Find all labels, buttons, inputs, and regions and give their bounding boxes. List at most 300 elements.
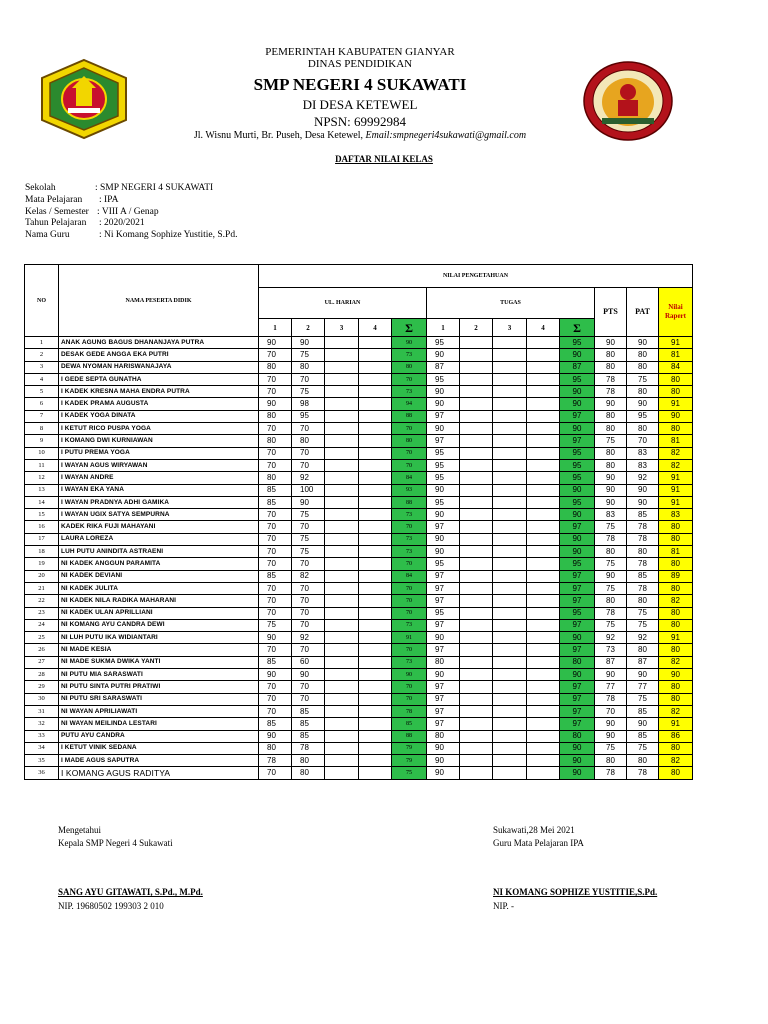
daily-test-3	[325, 693, 359, 705]
government-heading: PEMERINTAH KABUPATEN GIANYAR	[265, 46, 455, 58]
daily-test-3	[325, 718, 359, 730]
daily-test-1: 90	[259, 669, 292, 681]
assignment-sum: 97	[560, 582, 595, 594]
table-row	[25, 644, 693, 656]
pts-score: 75	[595, 521, 627, 533]
assignment-1: 90	[427, 484, 460, 496]
daily-test-3	[325, 558, 359, 570]
daily-test-sum: 70	[392, 423, 427, 435]
daily-test-1: 70	[259, 681, 292, 693]
daily-test-2: 80	[292, 435, 325, 447]
student-name: NI WAYAN APRILIAWATI	[59, 705, 259, 717]
header-col-1: 1	[259, 319, 292, 337]
daily-test-sum: 73	[392, 386, 427, 398]
student-name: LUH PUTU ANINDITA ASTRAENI	[59, 546, 259, 558]
document-title: DAFTAR NILAI KELAS	[335, 154, 433, 164]
daily-test-1: 90	[259, 337, 292, 349]
daily-test-2: 100	[292, 484, 325, 496]
daily-test-sum: 73	[392, 533, 427, 545]
student-name: I KOMANG AGUS RADITYA	[59, 767, 259, 779]
daily-test-3	[325, 730, 359, 742]
assignment-3	[493, 632, 527, 644]
report-grade: 80	[659, 693, 693, 705]
daily-test-2: 75	[292, 546, 325, 558]
pat-score: 85	[627, 570, 659, 582]
report-grade: 80	[659, 533, 693, 545]
assignment-2	[460, 619, 493, 631]
daily-test-2: 70	[292, 423, 325, 435]
pat-score: 83	[627, 447, 659, 459]
report-grade: 84	[659, 361, 693, 373]
assignment-4	[527, 558, 560, 570]
report-grade: 80	[659, 742, 693, 754]
assignment-sum: 95	[560, 459, 595, 471]
assignment-sum: 90	[560, 767, 595, 779]
info-label: Sekolah	[25, 183, 56, 193]
student-name: NI PUTU SRI SARASWATI	[59, 693, 259, 705]
pts-score: 90	[595, 669, 627, 681]
table-row	[25, 533, 693, 545]
assignment-4	[527, 644, 560, 656]
daily-test-sum: 78	[392, 705, 427, 717]
row-number: 31	[25, 705, 59, 717]
report-grade: 80	[659, 644, 693, 656]
daily-test-4	[359, 669, 392, 681]
daily-test-4	[359, 533, 392, 545]
daily-test-4	[359, 521, 392, 533]
student-name: I KADEK KRESNA MAHA ENDRA PUTRA	[59, 386, 259, 398]
assignment-2	[460, 373, 493, 385]
pts-score: 80	[595, 595, 627, 607]
row-number: 17	[25, 533, 59, 545]
assignment-2	[460, 509, 493, 521]
assignment-3	[493, 472, 527, 484]
daily-test-4	[359, 459, 392, 471]
assignment-sum: 90	[560, 386, 595, 398]
table-row	[25, 705, 693, 717]
report-grade: 80	[659, 423, 693, 435]
daily-test-3	[325, 742, 359, 754]
teacher-name	[493, 887, 657, 897]
assignment-sum: 95	[560, 472, 595, 484]
daily-test-1: 85	[259, 656, 292, 668]
assignment-4	[527, 435, 560, 447]
daily-test-4	[359, 447, 392, 459]
assignment-3	[493, 459, 527, 471]
assignment-sum: 97	[560, 595, 595, 607]
pat-score: 95	[627, 410, 659, 422]
daily-test-1: 70	[259, 533, 292, 545]
daily-test-4	[359, 644, 392, 656]
assignment-3	[493, 607, 527, 619]
table-row	[25, 509, 693, 521]
table-row	[25, 373, 693, 385]
assignment-3	[493, 619, 527, 631]
daily-test-4	[359, 619, 392, 631]
row-number: 1	[25, 337, 59, 349]
assignment-sum: 97	[560, 644, 595, 656]
daily-test-sum: 70	[392, 373, 427, 385]
pat-score: 75	[627, 373, 659, 385]
daily-test-3	[325, 410, 359, 422]
assignment-4	[527, 459, 560, 471]
daily-test-3	[325, 595, 359, 607]
assignment-2	[460, 521, 493, 533]
assignment-3	[493, 582, 527, 594]
assignment-3	[493, 718, 527, 730]
daily-test-2: 70	[292, 521, 325, 533]
assignment-1: 97	[427, 619, 460, 631]
daily-test-sum: 70	[392, 582, 427, 594]
daily-test-2: 98	[292, 398, 325, 410]
table-row	[25, 632, 693, 644]
assignment-2	[460, 718, 493, 730]
daily-test-sum: 73	[392, 619, 427, 631]
info-label: Nama Guru	[25, 230, 70, 241]
pts-score: 73	[595, 644, 627, 656]
info-class	[25, 207, 237, 219]
pts-score: 75	[595, 435, 627, 447]
assignment-2	[460, 705, 493, 717]
info-value: : IPA	[99, 194, 119, 205]
daily-test-1: 70	[259, 509, 292, 521]
assignment-2	[460, 681, 493, 693]
student-name: DESAK GEDE ANGGA EKA PUTRI	[59, 349, 259, 361]
assignment-4	[527, 669, 560, 681]
table-row	[25, 361, 693, 373]
daily-test-sum: 70	[392, 681, 427, 693]
table-row	[25, 459, 693, 471]
daily-test-1: 70	[259, 558, 292, 570]
pat-score: 80	[627, 386, 659, 398]
row-number: 33	[25, 730, 59, 742]
pts-score: 90	[595, 730, 627, 742]
grades-body	[25, 337, 693, 780]
assignment-4	[527, 496, 560, 508]
pts-score: 80	[595, 755, 627, 767]
daily-test-3	[325, 632, 359, 644]
student-name: I KADEK YOGA DINATA	[59, 410, 259, 422]
assignment-4	[527, 484, 560, 496]
table-row	[25, 337, 693, 349]
daily-test-3	[325, 361, 359, 373]
assignment-1: 97	[427, 595, 460, 607]
assignment-3	[493, 730, 527, 742]
table-row	[25, 755, 693, 767]
assignment-1: 97	[427, 582, 460, 594]
assignment-2	[460, 484, 493, 496]
pts-score: 90	[595, 398, 627, 410]
daily-test-1: 85	[259, 570, 292, 582]
report-grade: 81	[659, 546, 693, 558]
report-grade: 80	[659, 558, 693, 570]
daily-test-4	[359, 767, 392, 779]
header-report-grade: Nilai Rapert	[659, 288, 693, 337]
pts-score: 80	[595, 546, 627, 558]
header-assignment: TUGAS	[427, 288, 595, 319]
pat-score: 85	[627, 705, 659, 717]
daily-test-2: 70	[292, 681, 325, 693]
assignment-3	[493, 644, 527, 656]
assignment-1: 90	[427, 742, 460, 754]
daily-test-3	[325, 398, 359, 410]
assignment-3	[493, 558, 527, 570]
assignment-2	[460, 423, 493, 435]
daily-test-1: 70	[259, 459, 292, 471]
assignment-2	[460, 447, 493, 459]
assignment-2	[460, 570, 493, 582]
pts-score: 80	[595, 410, 627, 422]
assignment-3	[493, 337, 527, 349]
row-number: 29	[25, 681, 59, 693]
info-value: : SMP NEGERI 4 SUKAWATI	[95, 183, 214, 193]
student-name: PUTU AYU CANDRA	[59, 730, 259, 742]
table-row	[25, 386, 693, 398]
info-teacher	[25, 230, 237, 242]
pat-score: 85	[627, 730, 659, 742]
header-col-2: 2	[460, 319, 493, 337]
assignment-1: 97	[427, 681, 460, 693]
assignment-3	[493, 435, 527, 447]
assignment-2	[460, 742, 493, 754]
assignment-2	[460, 496, 493, 508]
assignment-1: 97	[427, 693, 460, 705]
daily-test-3	[325, 521, 359, 533]
pts-score: 80	[595, 459, 627, 471]
assignment-1: 90	[427, 767, 460, 779]
daily-test-2: 80	[292, 755, 325, 767]
teacher-title: Guru Mata Pelajaran IPA	[493, 838, 584, 848]
daily-test-2: 80	[292, 361, 325, 373]
header-name: NAMA PESERTA DIDIK	[59, 265, 259, 337]
row-number: 14	[25, 496, 59, 508]
daily-test-1: 90	[259, 632, 292, 644]
assignment-2	[460, 607, 493, 619]
row-number: 19	[25, 558, 59, 570]
daily-test-4	[359, 509, 392, 521]
daily-test-3	[325, 423, 359, 435]
table-row	[25, 472, 693, 484]
daily-test-1: 70	[259, 423, 292, 435]
report-grade: 81	[659, 349, 693, 361]
assignment-3	[493, 349, 527, 361]
table-row	[25, 681, 693, 693]
teacher-nip: NIP. -	[493, 901, 515, 911]
header-col-1: 1	[427, 319, 460, 337]
assignment-1: 95	[427, 447, 460, 459]
assignment-1: 95	[427, 337, 460, 349]
daily-test-1: 90	[259, 730, 292, 742]
assignment-1: 90	[427, 349, 460, 361]
assignment-3	[493, 546, 527, 558]
pts-score: 90	[595, 472, 627, 484]
assignment-sum: 97	[560, 521, 595, 533]
table-row	[25, 410, 693, 422]
daily-test-2: 78	[292, 742, 325, 754]
student-name: NI KADEK DEVIANI	[59, 570, 259, 582]
assignment-1: 90	[427, 546, 460, 558]
table-row	[25, 349, 693, 361]
pts-score: 78	[595, 607, 627, 619]
pts-score: 70	[595, 705, 627, 717]
pts-score: 80	[595, 361, 627, 373]
school-address	[150, 130, 570, 141]
assignment-sum: 95	[560, 607, 595, 619]
class-info	[25, 183, 237, 242]
assignment-4	[527, 755, 560, 767]
daily-test-2: 70	[292, 644, 325, 656]
table-row	[25, 693, 693, 705]
pts-score: 75	[595, 582, 627, 594]
daily-test-2: 90	[292, 669, 325, 681]
assignment-4	[527, 718, 560, 730]
daily-test-sum: 79	[392, 742, 427, 754]
daily-test-2: 85	[292, 705, 325, 717]
pts-score: 75	[595, 742, 627, 754]
row-number: 34	[25, 742, 59, 754]
assignment-sum: 90	[560, 484, 595, 496]
assignment-4	[527, 361, 560, 373]
daily-test-3	[325, 509, 359, 521]
report-grade: 80	[659, 619, 693, 631]
assignment-sum: 97	[560, 693, 595, 705]
daily-test-sum: 73	[392, 349, 427, 361]
row-number: 6	[25, 398, 59, 410]
assignment-sum: 90	[560, 533, 595, 545]
daily-test-4	[359, 496, 392, 508]
report-grade: 80	[659, 582, 693, 594]
daily-test-1: 70	[259, 582, 292, 594]
daily-test-2: 75	[292, 509, 325, 521]
daily-test-4	[359, 337, 392, 349]
daily-test-2: 75	[292, 349, 325, 361]
assignment-1: 97	[427, 644, 460, 656]
daily-test-sum: 73	[392, 656, 427, 668]
student-name: NI KADEK ANGGUN PARAMITA	[59, 558, 259, 570]
assignment-sum: 95	[560, 558, 595, 570]
daily-test-2: 70	[292, 558, 325, 570]
daily-test-3	[325, 656, 359, 668]
daily-test-4	[359, 398, 392, 410]
student-name: I PUTU PREMA YOGA	[59, 447, 259, 459]
info-value: : VIII A / Genap	[97, 206, 159, 217]
pts-score: 92	[595, 632, 627, 644]
assignment-1: 97	[427, 705, 460, 717]
assignment-4	[527, 533, 560, 545]
daily-test-1: 70	[259, 386, 292, 398]
assignment-sum: 90	[560, 349, 595, 361]
daily-test-4	[359, 484, 392, 496]
assignment-2	[460, 632, 493, 644]
pts-score: 80	[595, 349, 627, 361]
daily-test-3	[325, 386, 359, 398]
daily-test-1: 80	[259, 410, 292, 422]
report-grade: 80	[659, 521, 693, 533]
daily-test-sum: 70	[392, 521, 427, 533]
daily-test-sum: 70	[392, 644, 427, 656]
daily-test-3	[325, 373, 359, 385]
daily-test-2: 95	[292, 410, 325, 422]
principal-name	[58, 887, 203, 897]
daily-test-sum: 70	[392, 459, 427, 471]
report-grade: 91	[659, 472, 693, 484]
assignment-4	[527, 509, 560, 521]
table-row	[25, 718, 693, 730]
daily-test-sum: 90	[392, 337, 427, 349]
daily-test-3	[325, 755, 359, 767]
pat-score: 75	[627, 742, 659, 754]
student-name: I WAYAN EKA YANA	[59, 484, 259, 496]
school-village: DI DESA KETEWEL	[302, 97, 418, 112]
pts-score: 90	[595, 718, 627, 730]
daily-test-1: 70	[259, 447, 292, 459]
header-sigma: Σ	[392, 319, 427, 337]
student-name: I KETUT VINIK SEDANA	[59, 742, 259, 754]
daily-test-4	[359, 632, 392, 644]
assignment-3	[493, 398, 527, 410]
header-col-4: 4	[527, 319, 560, 337]
header-col-3: 3	[325, 319, 359, 337]
pat-score: 80	[627, 349, 659, 361]
daily-test-4	[359, 373, 392, 385]
daily-test-2: 70	[292, 373, 325, 385]
info-subject	[25, 195, 237, 207]
table-row	[25, 558, 693, 570]
table-row	[25, 607, 693, 619]
row-number: 36	[25, 767, 59, 779]
daily-test-sum: 70	[392, 447, 427, 459]
pat-score: 78	[627, 582, 659, 594]
pat-score: 80	[627, 361, 659, 373]
daily-test-2: 70	[292, 619, 325, 631]
assignment-1: 95	[427, 472, 460, 484]
row-number: 32	[25, 718, 59, 730]
daily-test-4	[359, 386, 392, 398]
assignment-sum: 90	[560, 509, 595, 521]
daily-test-2: 92	[292, 632, 325, 644]
student-name: NI KOMANG AYU CANDRA DEWI	[59, 619, 259, 631]
daily-test-3	[325, 459, 359, 471]
daily-test-4	[359, 742, 392, 754]
daily-test-1: 70	[259, 521, 292, 533]
pat-score: 78	[627, 558, 659, 570]
pat-score: 75	[627, 693, 659, 705]
student-name: NI LUH PUTU IKA WIDIANTARI	[59, 632, 259, 644]
daily-test-1: 75	[259, 619, 292, 631]
assignment-sum: 95	[560, 447, 595, 459]
daily-test-4	[359, 681, 392, 693]
row-number: 8	[25, 423, 59, 435]
assignment-4	[527, 693, 560, 705]
info-label: Mata Pelajaran	[25, 194, 83, 205]
table-row	[25, 656, 693, 668]
assignment-4	[527, 632, 560, 644]
assignment-2	[460, 693, 493, 705]
report-grade: 80	[659, 607, 693, 619]
student-name: ANAK AGUNG BAGUS DHANANJAYA PUTRA	[59, 337, 259, 349]
assignment-3	[493, 693, 527, 705]
assignment-3	[493, 410, 527, 422]
assignment-1: 95	[427, 459, 460, 471]
row-number: 4	[25, 373, 59, 385]
daily-test-1: 80	[259, 361, 292, 373]
pat-score: 85	[627, 509, 659, 521]
assignment-2	[460, 386, 493, 398]
daily-test-1: 70	[259, 705, 292, 717]
report-grade: 82	[659, 705, 693, 717]
pts-score: 80	[595, 447, 627, 459]
address-text: Jl. Wisnu Murti, Br. Puseh, Desa Ketewel,	[193, 130, 364, 141]
